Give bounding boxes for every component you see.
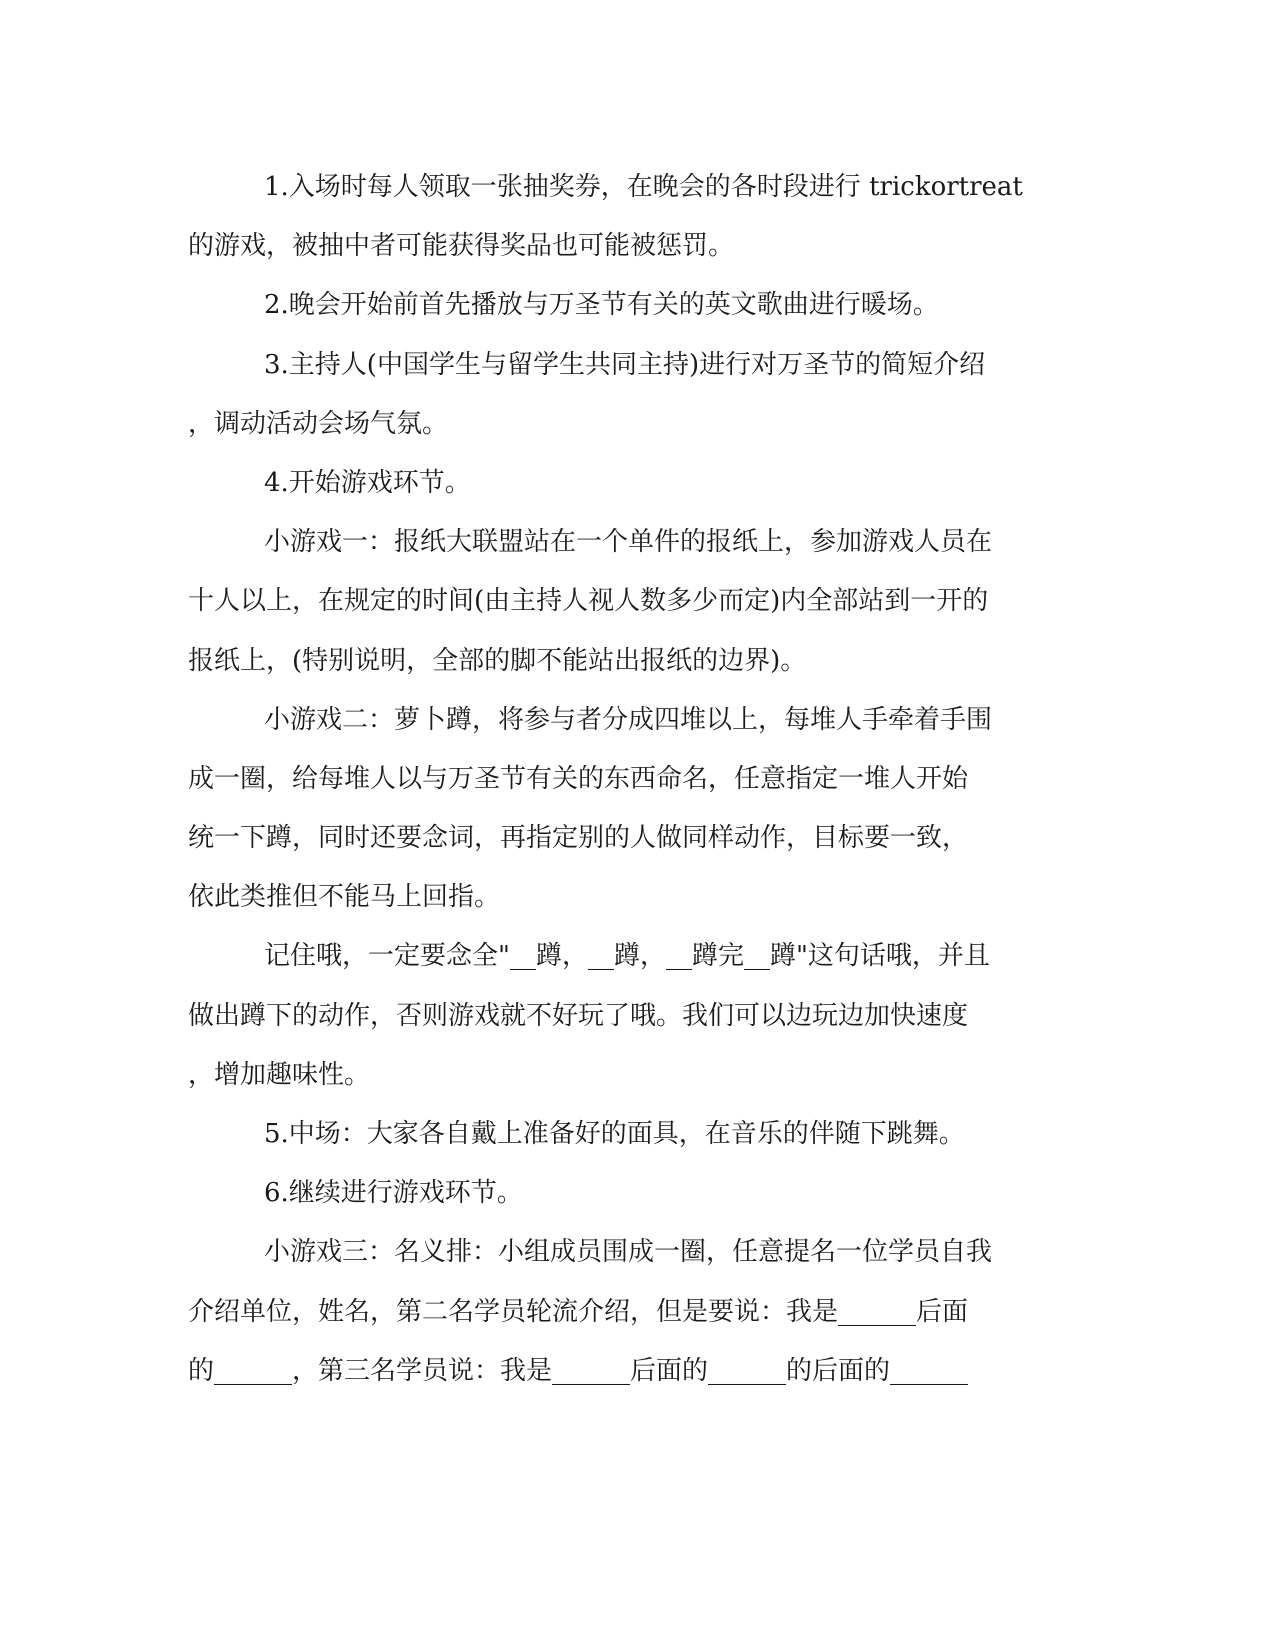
text-line-18: 6.继续进行游戏环节。 [264, 1178, 523, 1209]
text-line-19: 小游戏三：名义排：小组成员围成一圈，任意提名一位学员自我 [264, 1237, 993, 1268]
text-line-8: 十人以上，在规定的时间(由主持人视人数多少而定)内全部站到一开的 [188, 586, 989, 617]
text-line-6: 4.开始游戏环节。 [264, 467, 471, 498]
text-line-2: 的游戏，被抽中者可能获得奖品也可能被惩罚。 [188, 231, 735, 262]
text-line-4: 3.主持人(中国学生与留学生共同主持)进行对万圣节的简短介绍 [264, 349, 986, 380]
document-body [188, 158, 1078, 1401]
text-line-17: 5.中场：大家各自戴上准备好的面具，在音乐的伴随下跳舞。 [264, 1119, 965, 1149]
text-line-20: 介绍单位，姓名，第二名学员轮流介绍，但是要说：我是______后面 [188, 1296, 969, 1327]
text-line-7: 小游戏一：报纸大联盟站在一个单件的报纸上，参加游戏人员在 [264, 527, 993, 558]
text-line-3: 2.晚会开始前首先播放与万圣节有关的英文歌曲进行暖场。 [264, 290, 939, 321]
text-line-16: ，增加趣味性。 [188, 1059, 371, 1090]
text-line-10: 小游戏二：萝卜蹲，将参与者分成四堆以上，每堆人手牵着手围 [264, 704, 993, 735]
text-line-9: 报纸上，(特别说明，全部的脚不能站出报纸的边界)。 [188, 645, 807, 676]
text-line-1: 1.入场时每人领取一张抽奖券，在晚会的各时段进行 trickortreat [264, 172, 1023, 202]
text-line-5: ，调动活动会场气氛。 [188, 408, 449, 439]
text-line-15: 做出蹲下的动作，否则游戏就不好玩了哦。我们可以边玩边加快速度 [188, 1000, 969, 1031]
text-line-12: 统一下蹲，同时还要念词，再指定别的人做同样动作，目标要一致， [188, 823, 969, 854]
text-line-11: 成一圈，给每堆人以与万圣节有关的东西命名，任意指定一堆人开始 [188, 763, 969, 794]
text-line-21: 的______，第三名学员说：我是______后面的______的后面的______ [188, 1355, 969, 1386]
text-line-14: 记住哦，一定要念全"__蹲，__蹲，__蹲完__蹲"这句话哦，并且 [264, 941, 990, 972]
text-line-13: 依此类推但不能马上回指。 [188, 882, 501, 913]
